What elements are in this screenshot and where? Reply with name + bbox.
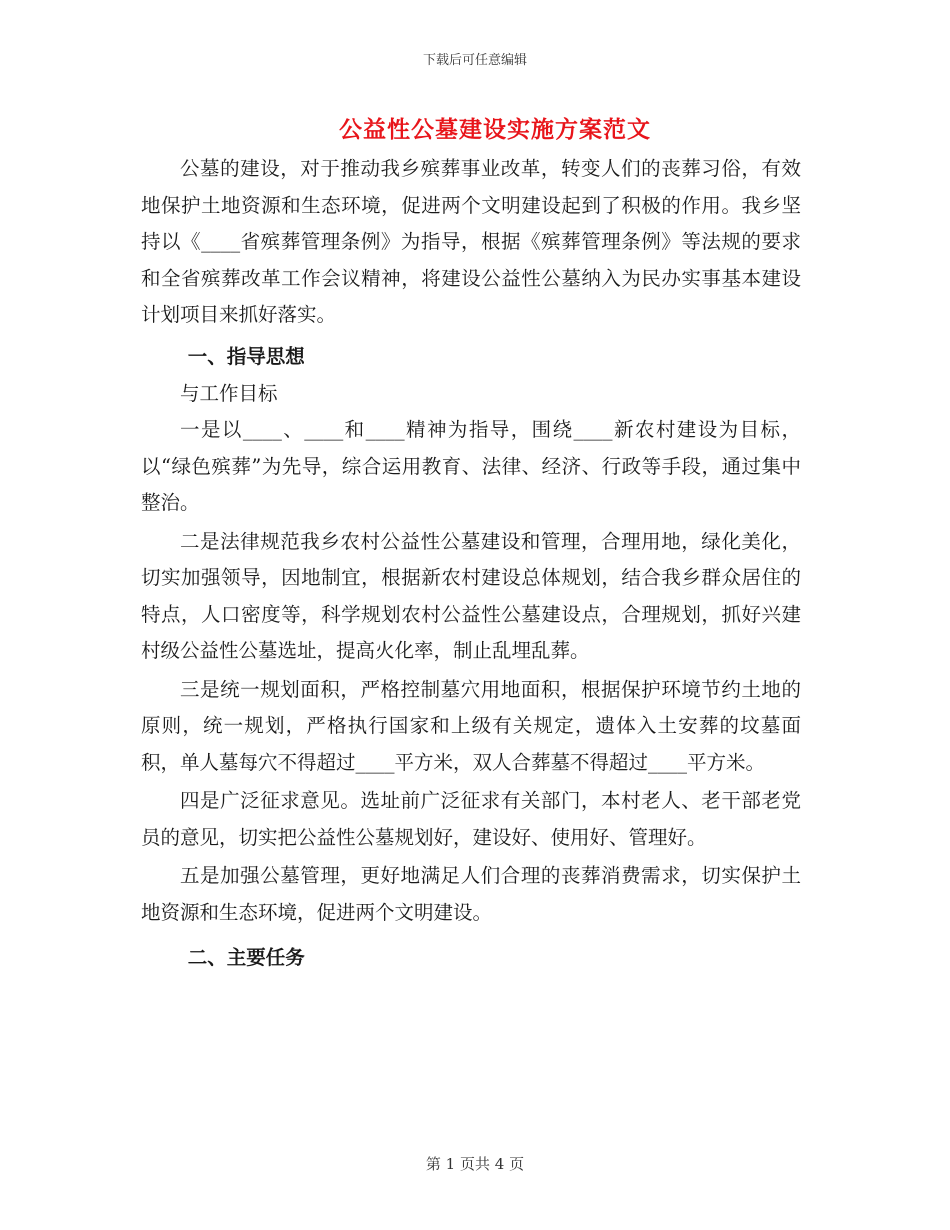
paragraph-point-4: 四是广泛征求意见。选址前广泛征求有关部门，本村老人、老干部老党员的意见，切实把公益性公墓规划好，建设好、使用好、管理好。 (141, 789, 801, 849)
document-title: 公益性公墓建设实施方案范文 (339, 116, 651, 143)
section-heading-main-tasks: 二、主要任务 (187, 946, 305, 969)
paragraph-point-3: 三是统一规划面积，严格控制墓穴用地面积，根据保护环境节约土地的原则，统一规划，严格执行国家和上级有关规定，遗体入土安葬的坟墓面积，单人墓每穴不得超过____平方米，双人合葬墓不得超过____平方米。 (141, 677, 801, 774)
paragraph-point-1: 一是以____、____和____精神为指导，围绕____新农村建设为目标，以“绿色殡葬”为先导，综合运用教育、法律、经济、行政等手段，通过集中整治。 (141, 418, 801, 514)
section-heading-guiding-ideology: 一、指导思想 (187, 344, 305, 368)
document-body (141, 151, 801, 977)
paragraph-point-2: 二是法律规范我乡农村公益性公墓建设和管理，合理用地，绿化美化，切实加强领导，因地制宜，根据新农村建设总体规划，结合我乡群众居住的特点，人口密度等，科学规划农村公益性公墓建设点，合理规划，抓好兴建村级公益性公墓选址，提高火化率，制止乱埋乱葬。 (141, 529, 801, 662)
paragraph-point-5: 五是加强公墓管理，更好地满足人们合理的丧葬消费需求，切实保护土地资源和生态环境，促进两个文明建设。 (141, 864, 801, 924)
page-header: 下载后可任意编辑 (422, 53, 527, 68)
page-footer: 第 1 页共 4 页 (425, 1155, 525, 1173)
section-subheading-work-goals: 与工作目标 (180, 381, 278, 405)
intro-paragraph: 公墓的建设，对于推动我乡殡葬事业改革，转变人们的丧葬习俗，有效地保护土地资源和生态环境，促进两个文明建设起到了积极的作用。我乡坚持以《____省殡葬管理条例》为指导，根据《殡葬管理条例》等法规的要求和全省殡葬改革工作会议精神，将建设公益性公墓纳入为民办实事基本建设计划项目来抓好落实。 (141, 157, 801, 326)
